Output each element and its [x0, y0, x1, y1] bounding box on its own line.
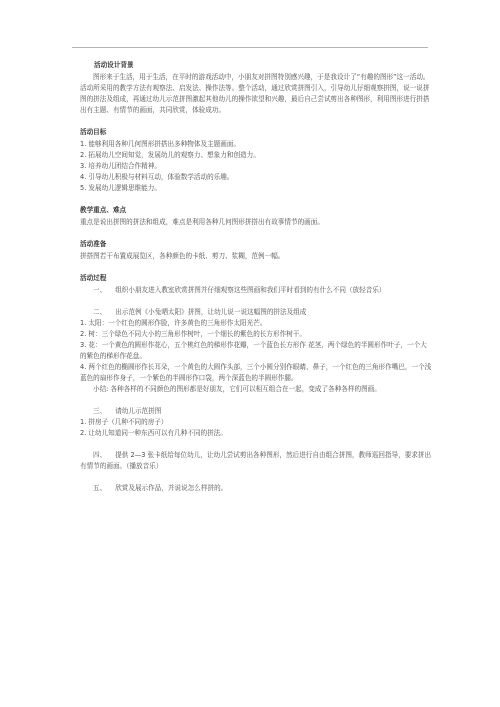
process-step-5 — [80, 483, 432, 494]
goal-item: 4. 引导幼儿积极与材料互动，体验数学活动的乐趣。 — [80, 173, 234, 181]
step3-item: 1. 拼房子（几种不同的房子） — [80, 418, 168, 426]
step2-item: 1. 太阳：一个红色的圆形作脸，许多黄色的三角形作太阳光芒。 — [80, 319, 267, 327]
keypoints-text: 重点是说出拼图的拼法和组成，难点是利用各种几何图形拼搭出有故事情节的画面。 — [80, 218, 324, 226]
step-number: 五、 — [93, 484, 107, 492]
process-step-4 — [80, 450, 432, 472]
step2-item: 3. 花：一个黄色的圆形作花心，五个桃红色的梯形作花瓣，一个蓝色长方形作 花茎，两个绿色的半圆形作叶子，一个大的紫色的梯形作花盘。 — [80, 341, 427, 360]
background-text: 图形来于生活，用于生活，在平时的游戏活动中，小朋友对拼图特别感兴趣，于是我设计了“有趣的图形”这一活动。活动所采用的教学方法有观察法、启发法、操作法等。整个活动，通过欣赏拼图引入，引导幼儿仔细观察拼图，说一说拼图的拼法及组成，再通过幼儿示范拼图激起其他幼儿的操作欲望和兴趣，最后自己尝试剪出各种图形，利用图形进行拼搭出有主题、有情节的画面，共同欣赏，体验成功。 — [80, 73, 430, 114]
goal-item: 3. 培养幼儿团结合作精神。 — [80, 162, 161, 170]
goal-item: 2. 拓展幼儿空间知觉，发展幼儿的观察力、想象力和创造力。 — [80, 151, 260, 159]
process-heading: 活动过程 — [80, 274, 107, 282]
step-number: 一、 — [93, 286, 107, 294]
step-text: 欣赏及展示作品，并说说怎么样拼的。 — [115, 484, 228, 492]
step-number: 二、 — [93, 308, 107, 316]
goal-item: 5. 发展幼儿逻辑思维能力。 — [80, 184, 161, 192]
process-step-3 — [80, 406, 432, 417]
step-text: 出示范例《小兔晒太阳》拼图，让幼儿说一说这幅图的拼法及组成 — [115, 308, 307, 316]
background-heading: 活动设计背景 — [94, 61, 134, 69]
prep-text: 拼搭图若干布置成展览区，各种颜色的卡纸、剪刀、浆糊，范例一幅。 — [80, 252, 285, 260]
step-number: 四、 — [93, 451, 107, 459]
header-rule — [72, 47, 428, 48]
step-number: 三、 — [93, 407, 107, 415]
prep-heading: 活动准备 — [80, 240, 107, 248]
process-step-1 — [80, 285, 432, 296]
step-text: 提供 2—3 张卡纸给每位幼儿，让幼儿尝试剪出各种图形，然后进行自由组合拼图，教师巡回指导，要求拼出有情节的画面。（播放音乐） — [80, 451, 432, 470]
step3-item: 2. 让幼儿知道同一种东西可以有几种不同的拼法。 — [80, 429, 227, 437]
step-text: 组织小朋友进入教室欣赏拼图并仔细观察这些图画和我们平时看到的有什么不同（放轻音乐） — [115, 286, 386, 294]
goals-heading: 活动目标 — [80, 128, 107, 136]
goal-item: 1. 能够利用各种几何图形拼搭出多种物体及主题画面。 — [80, 140, 241, 148]
step2-item: 2. 树：三个绿色不同大小的三角形作树叶，一个细长的紫色的长方形作树干。 — [80, 330, 306, 338]
step2-item: 4. 两个红色的椭圆形作长耳朵，一个黄色的大圆作头部，三个小圆分别作眼睛、鼻子，一个红色的三角形作嘴巴，一个浅蓝色的扇形作身子，一个紫色的半圆形作口袋，两个深蓝色的半圆形作腿。 — [80, 363, 432, 382]
step-text: 请幼儿示范拼图 — [115, 407, 162, 415]
process-step-2 — [80, 307, 432, 318]
document-body — [80, 60, 432, 494]
keypoints-heading: 教学重点、难点 — [80, 206, 127, 214]
step2-summary: 小结: 各种各样的不同颜色的图形都是好朋友，它们可以相互组合在一起，变成了各种各样的图画。 — [93, 385, 381, 393]
